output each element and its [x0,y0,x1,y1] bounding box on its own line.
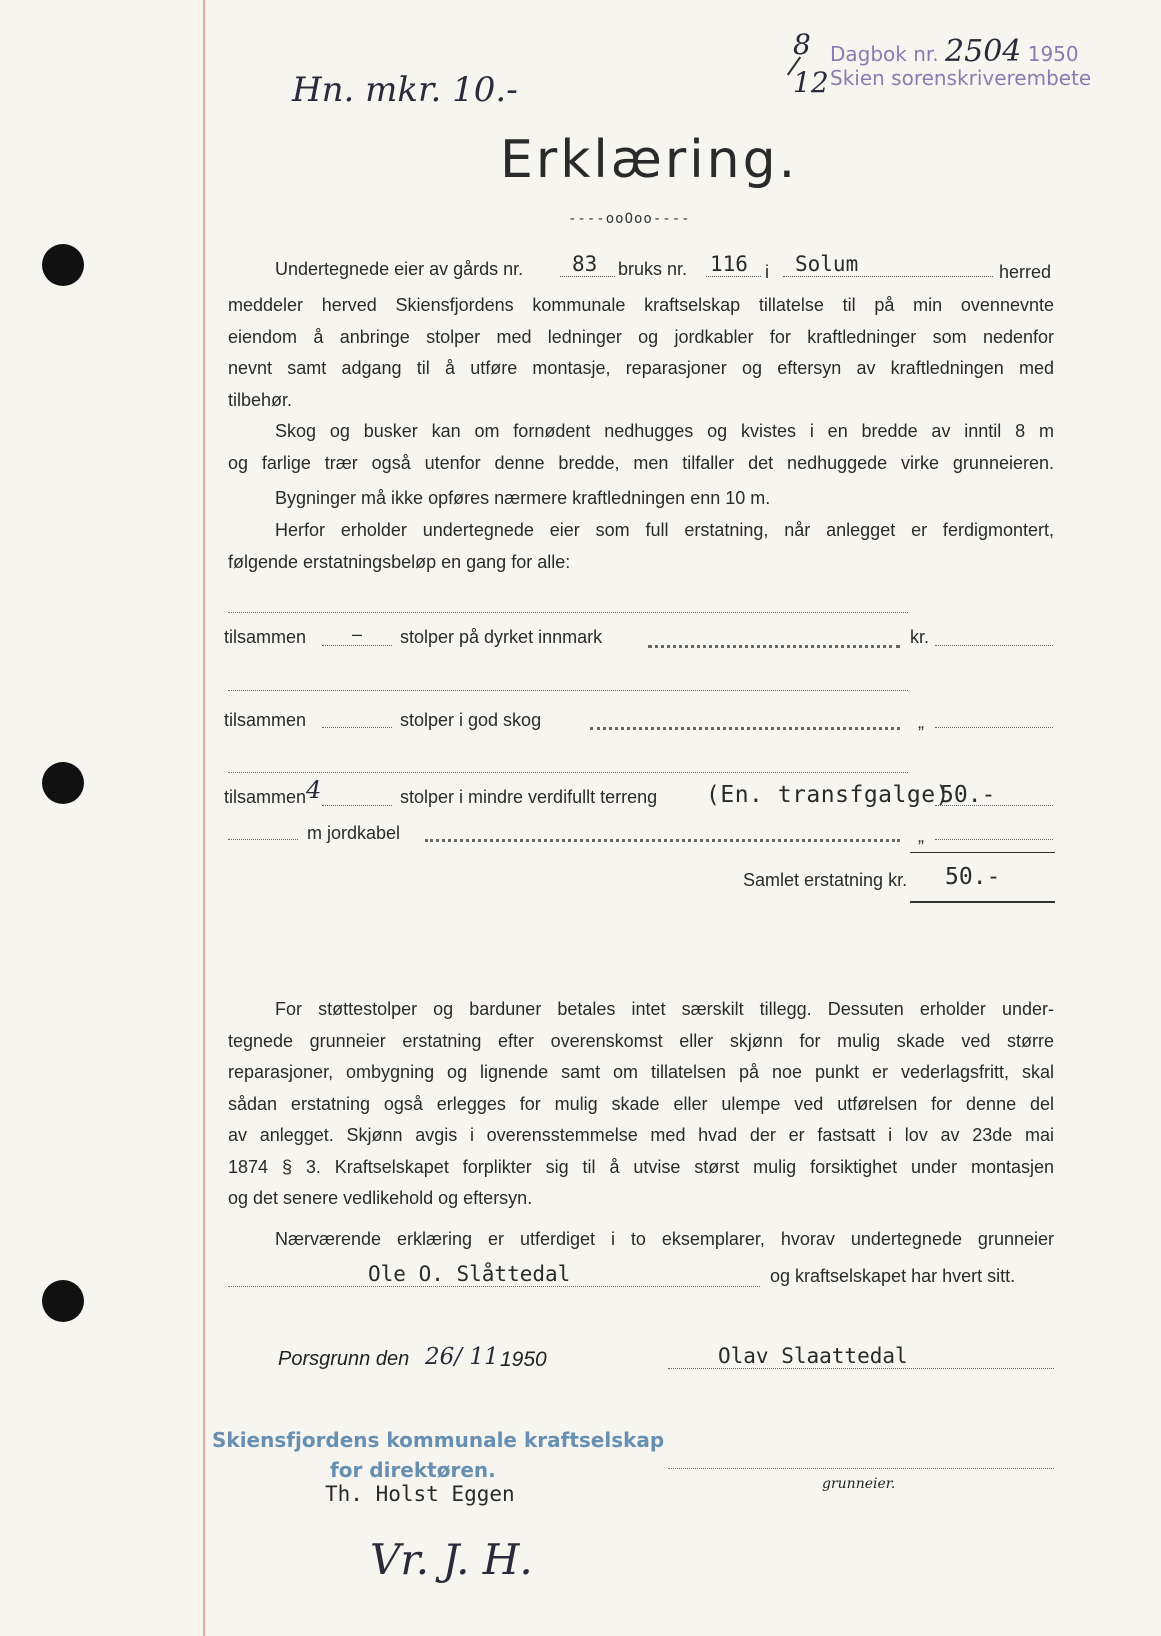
subtotal-rule [910,852,1055,853]
text-line: tilbehør. [228,389,293,410]
paragraph-copies-end: og kraftselskapet har hvert sitt. [770,1266,1016,1286]
owner-signature: Olav Slaattedal [718,1344,908,1368]
company-stamp-line1: Skiensfjordens kommunale kraftselskap [212,1428,665,1452]
text-line: Skog og busker kan om fornødent nedhugges og kvistes i en bredde av inntil 8 m [275,421,1054,441]
text-line: nevnt samt adgang til å utføre montasje, reparasjoner og eftersyn av kraftledningen med [228,358,1054,378]
row4-leader [425,839,900,842]
text-line: reparasjoner, ombygning og lignende samt om tillatelsen på noe punkt er vederlagsfritt, skal [228,1062,1054,1082]
paragraph-copies [228,1224,1054,1256]
herred-value: Solum [795,252,859,276]
intro-text-3: i [765,262,769,282]
text-line: følgende erstatningsbeløp en gang for alle: [228,551,571,572]
stamp-label: Dagbok nr. [830,42,939,66]
place: Porsgrunn den [278,1348,410,1370]
row2-desc: stolper i god skog [400,710,542,730]
margin-line [203,0,205,1636]
stamp-year: 1950 [1027,42,1079,66]
row2-unit: „ [918,712,924,732]
stamp-office: Skien sorenskriverembete [830,66,1092,90]
date-month: 12 [793,66,829,99]
row4-amount-dots [935,839,1053,840]
text-line: og farlige trær også utenfor denne bredde, men tilfaller det nedhuggede virke grunneieren. [228,452,1054,473]
owner-signature-dots [668,1368,1054,1369]
intro-text-2: bruks nr. [618,259,688,279]
owner-caption: grunneier. [822,1476,896,1492]
initials-signature: Vr. J. H. [370,1535,533,1584]
text-line: 1874 § 3. Kraftselskapet forplikter sig til å utvise størst mulig forsiktighet under montasjen [228,1156,1054,1177]
paragraph-compensation [228,515,1054,578]
stamp-number: 2504 [945,34,1022,69]
row1-desc: stolper på dyrket innmark [400,627,603,647]
paragraph-clearing [228,416,1054,479]
grunneier-dots [668,1468,1054,1469]
company-stamp-line2: for direktøren. [330,1458,496,1482]
row4-count-dots [228,839,298,840]
blank-line [228,772,908,773]
row1-unit: kr. [910,627,930,647]
intro-text-1: Undertegnede eier av gårds nr. [275,259,524,279]
row3-count-dots [322,805,392,806]
row3-count: 4 [306,776,322,804]
herred-dots [783,276,993,277]
paragraph-terms [228,994,1054,1215]
text-line: Herfor erholder undertegnede eier som full erstatning, når anlegget er ferdigmontert, [275,520,1054,540]
punch-hole [42,244,84,286]
row3-amount: 50.- [940,782,996,808]
fee-annotation: Hn. mkr. 10.- [292,70,518,110]
owner-name-dots [228,1286,760,1287]
row1-count-dots [322,645,392,646]
total-rule [910,901,1055,903]
text-line: tegnede grunneier erstatning efter overenskomst eller skjønn for mulig skade ved større [228,1030,1054,1051]
row3-desc: stolper i mindre verdifullt terreng [400,787,658,807]
total-label: Samlet erstatning kr. [743,870,908,890]
row2-leader [590,727,900,730]
row1-amount-dots [935,645,1053,646]
registry-stamp [830,34,1079,69]
punch-hole [42,1280,84,1322]
gards-nr-value: 83 [572,252,598,276]
document-title: Erklæring. [500,130,799,190]
text-line: sådan erstatning også erlegges for mulig skade eller ulempe ved utførelsen for denne del [228,1093,1054,1114]
bruks-nr-value: 116 [710,252,748,276]
row1-leader [648,645,900,648]
row2-amount-dots [935,727,1053,728]
paragraph-permission [228,290,1054,416]
row4-desc: m jordkabel [307,823,401,843]
bruks-nr-dots [706,276,761,277]
intro-text-4: herred [999,262,1052,282]
row4-unit: „ [918,826,924,846]
total-amount: 50.- [945,864,1001,890]
row3-label: tilsammen [224,787,307,807]
text-line: av anlegget. Skjønn avgis i overensstemmelse med hvad der er fastsatt i lov av 23de mai [228,1125,1054,1145]
blank-line [228,612,908,613]
punch-hole [42,762,84,804]
text-line: eiendom å anbringe stolper med ledninger og jordkabler for kraftledninger som nedenfor [228,326,1054,347]
text-line: Nærværende erklæring er utferdiget i to eksemplarer, hvorav undertegnede grunneier [275,1229,1054,1249]
owner-name: Ole O. Slåttedal [368,1262,571,1286]
paragraph-buildings: Bygninger må ikke opføres nærmere kraftledningen enn 10 m. [275,488,771,508]
year: 1950 [500,1348,547,1371]
date: 26/ 11 [425,1344,499,1370]
row1-count: – [352,624,363,644]
row2-label: tilsammen [224,710,307,730]
date-day: 8 [793,28,811,61]
title-ornament: ----ooOoo---- [568,211,691,227]
text-line: meddeler herved Skiensfjordens kommunale kraftselskap tillatelse til på min ovennevnte [228,295,1054,315]
text-line: For støttestolper og barduner betales intet særskilt tillegg. Dessuten erholder under- [275,999,1054,1019]
row1-label: tilsammen [224,627,307,647]
row2-count-dots [322,727,392,728]
row3-note: (En. transfgalge) [706,782,950,808]
blank-line [228,690,908,691]
company-signer: Th. Holst Eggen [325,1482,515,1506]
text-line: og det senere vedlikehold og eftersyn. [228,1188,533,1208]
gards-nr-dots [560,276,615,277]
